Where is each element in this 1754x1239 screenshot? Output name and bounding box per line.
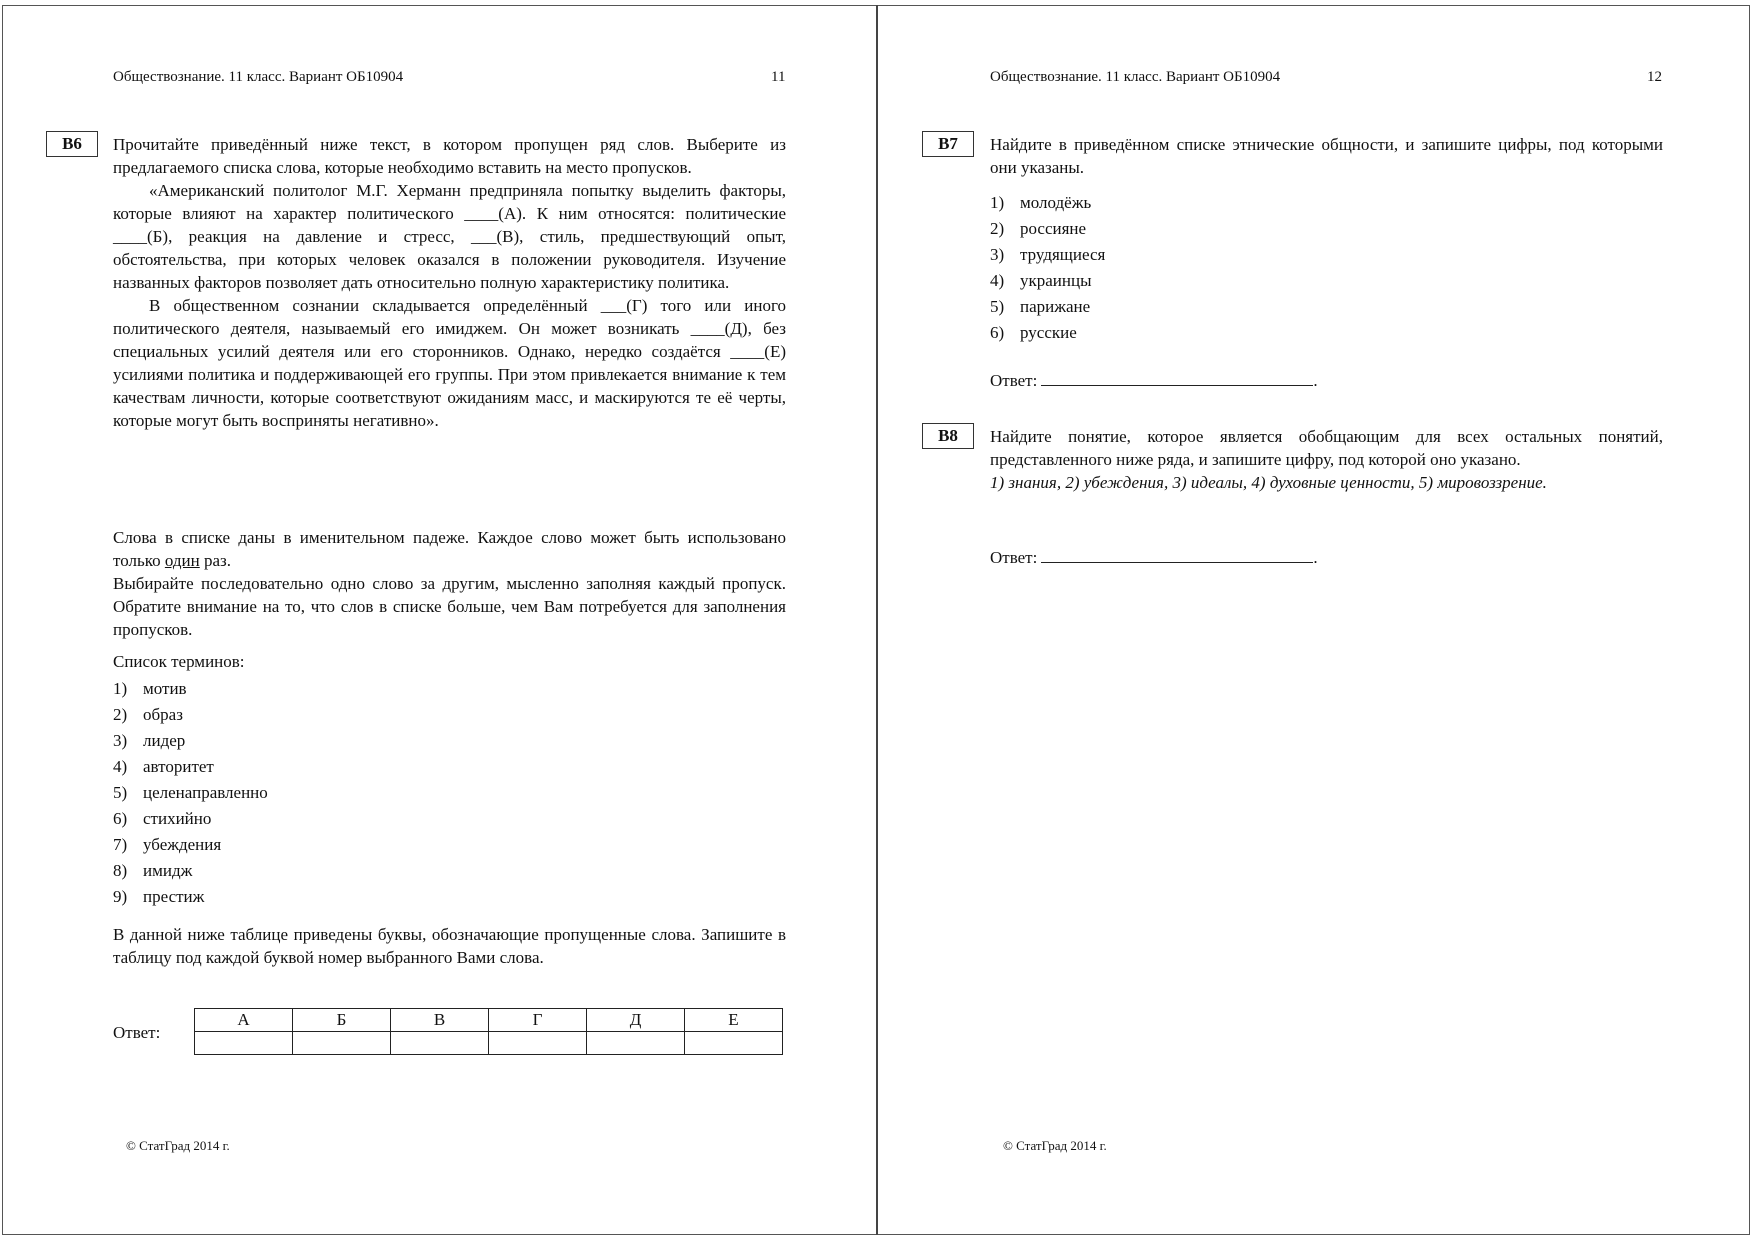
term-item-text: мотив	[143, 679, 187, 698]
term-item-5	[113, 780, 268, 806]
answer-input-cell[interactable]	[293, 1032, 391, 1055]
question-b8-body	[990, 425, 1663, 494]
answer-letter-cell: В	[391, 1009, 489, 1032]
term-item-text: образ	[143, 705, 183, 724]
option-item-number: 6)	[990, 323, 1005, 342]
option-item-text: молодёжь	[1020, 193, 1092, 212]
option-item-3	[990, 242, 1105, 268]
question-b8-text: Найдите понятие, которое является обобщающим для всех остальных понятий, представленного ниже ряда, и запишите цифру, под которой оно указано.	[990, 427, 1663, 469]
option-item-number: 3)	[990, 245, 1005, 264]
option-item-6	[990, 320, 1105, 346]
question-label-b8: В8	[922, 423, 974, 449]
table-instruction: В данной ниже таблице приведены буквы, обозначающие пропущенные слова. Запишите в таблицу под каждой буквой номер выбранного Вами слова.	[113, 925, 786, 967]
term-item-number: 4)	[113, 757, 128, 776]
term-item-2	[113, 702, 268, 728]
term-item-8	[113, 858, 268, 884]
term-item-text: лидер	[143, 731, 186, 750]
answer-input-cell[interactable]	[685, 1032, 783, 1055]
answer-table-input-row	[195, 1032, 783, 1055]
ethnic-options-list	[990, 190, 1105, 346]
answer-line-b8[interactable]	[1041, 544, 1313, 563]
question-b7-text: Найдите в приведённом списке этнические общности, и запишите цифры, под которыми они указаны.	[990, 135, 1663, 177]
option-item-2	[990, 216, 1105, 242]
option-item-text: трудящиеся	[1020, 245, 1106, 264]
page-footer: © СтатГрад 2014 г.	[126, 1138, 230, 1153]
answer-input-cell[interactable]	[587, 1032, 685, 1055]
answer-letter-cell: А	[195, 1009, 293, 1032]
term-item-text: авторитет	[143, 757, 214, 776]
page-number: 11	[771, 69, 786, 85]
terms-title: Список терминов:	[113, 652, 245, 671]
term-item-text: престиж	[143, 887, 205, 906]
question-label-b6: В6	[46, 131, 98, 157]
term-item-9	[113, 884, 268, 910]
answer-letter-cell: Г	[489, 1009, 587, 1032]
option-item-4	[990, 268, 1105, 294]
option-item-1	[990, 190, 1105, 216]
passage-paragraph-1: «Американский политолог М.Г. Херманн предприняла попытку выделить факторы, которые влияют на характер политического ____(А). К ним относятся: политические ____(Б), реакция на давление и стресс, ___(В), стиль, предшествующий опыт, обстоятельства, при которых человек оказался в положении руководителя. Изучение названных факторов позволяет дать относительно полную характеристику политика.	[113, 181, 786, 292]
option-item-5	[990, 294, 1105, 320]
answer-input-cell[interactable]	[195, 1032, 293, 1055]
term-item-text: стихийно	[143, 809, 212, 828]
option-item-text: парижане	[1020, 297, 1091, 316]
answer-letter-cell: Б	[293, 1009, 391, 1032]
answer-input-cell[interactable]	[391, 1032, 489, 1055]
terms-list	[113, 676, 268, 910]
term-item-6	[113, 806, 268, 832]
answer-letter-cell: Е	[685, 1009, 783, 1032]
option-item-number: 5)	[990, 297, 1005, 316]
term-item-number: 9)	[113, 887, 128, 906]
page-number: 12	[1647, 69, 1662, 85]
page-header: Обществознание. 11 класс. Вариант ОБ10904	[990, 69, 1281, 85]
term-item-number: 1)	[113, 679, 128, 698]
page-12	[877, 0, 1754, 1239]
question-b6-body	[113, 133, 786, 432]
option-item-number: 1)	[990, 193, 1005, 212]
term-item-number: 6)	[113, 809, 128, 828]
page-footer: © СтатГрад 2014 г.	[1003, 1138, 1107, 1153]
rule-1: Слова в списке даны в именительном падеже. Каждое слово может быть использовано только один раз.	[113, 528, 786, 570]
option-item-number: 2)	[990, 219, 1005, 238]
option-item-number: 4)	[990, 271, 1005, 290]
answer-b8: Ответ: .	[990, 544, 1318, 569]
passage-paragraph-2: В общественном сознании складывается определённый ___(Г) того или иного политического деятеля, называемый его имиджем. Он может возникать ____(Д), без специальных усилий деятеля или его сторонников. Однако, нередко создаётся ____(Е) усилиями политика и поддерживающей его группы. При этом привлекается внимание к тем качествам личности, которые соответствуют ожиданиям масс, и маскируются те её черты, которые могут быть восприняты негативно».	[113, 296, 786, 430]
rule-2: Выбирайте последовательно одно слово за другим, мысленно заполняя каждый пропуск. Обратите внимание на то, что слов в списке больше, чем Вам потребуется для заполнения пропусков.	[113, 574, 786, 639]
term-item-number: 7)	[113, 835, 128, 854]
term-item-number: 5)	[113, 783, 128, 802]
option-item-text: русские	[1020, 323, 1077, 342]
concept-series: 1) знания, 2) убеждения, 3) идеалы, 4) духовные ценности, 5) мировоззрение.	[990, 473, 1547, 492]
option-item-text: россияне	[1020, 219, 1087, 238]
term-item-number: 2)	[113, 705, 128, 724]
term-item-text: убеждения	[143, 835, 222, 854]
answer-table	[194, 1008, 783, 1055]
term-item-3	[113, 728, 268, 754]
term-item-text: целенаправленно	[143, 783, 268, 802]
term-item-text: имидж	[143, 861, 193, 880]
term-item-number: 3)	[113, 731, 128, 750]
term-item-7	[113, 832, 268, 858]
answer-b7: Ответ: .	[990, 367, 1318, 392]
page-header: Обществознание. 11 класс. Вариант ОБ10904	[113, 69, 404, 85]
option-item-text: украинцы	[1020, 271, 1092, 290]
answer-line-b7[interactable]	[1041, 367, 1313, 386]
term-item-number: 8)	[113, 861, 128, 880]
underlined-word: один	[164, 551, 200, 570]
question-label-b7: В7	[922, 131, 974, 157]
instructions	[113, 526, 786, 641]
answer-letter-cell: Д	[587, 1009, 685, 1032]
answer-input-cell[interactable]	[489, 1032, 587, 1055]
question-intro: Прочитайте приведённый ниже текст, в котором пропущен ряд слов. Выберите из предлагаемого списка слова, которые необходимо вставить на место пропусков.	[113, 135, 786, 177]
answer-label: Ответ:	[113, 1023, 161, 1042]
term-item-4	[113, 754, 268, 780]
answer-table-header-row	[195, 1009, 783, 1032]
term-item-1	[113, 676, 268, 702]
